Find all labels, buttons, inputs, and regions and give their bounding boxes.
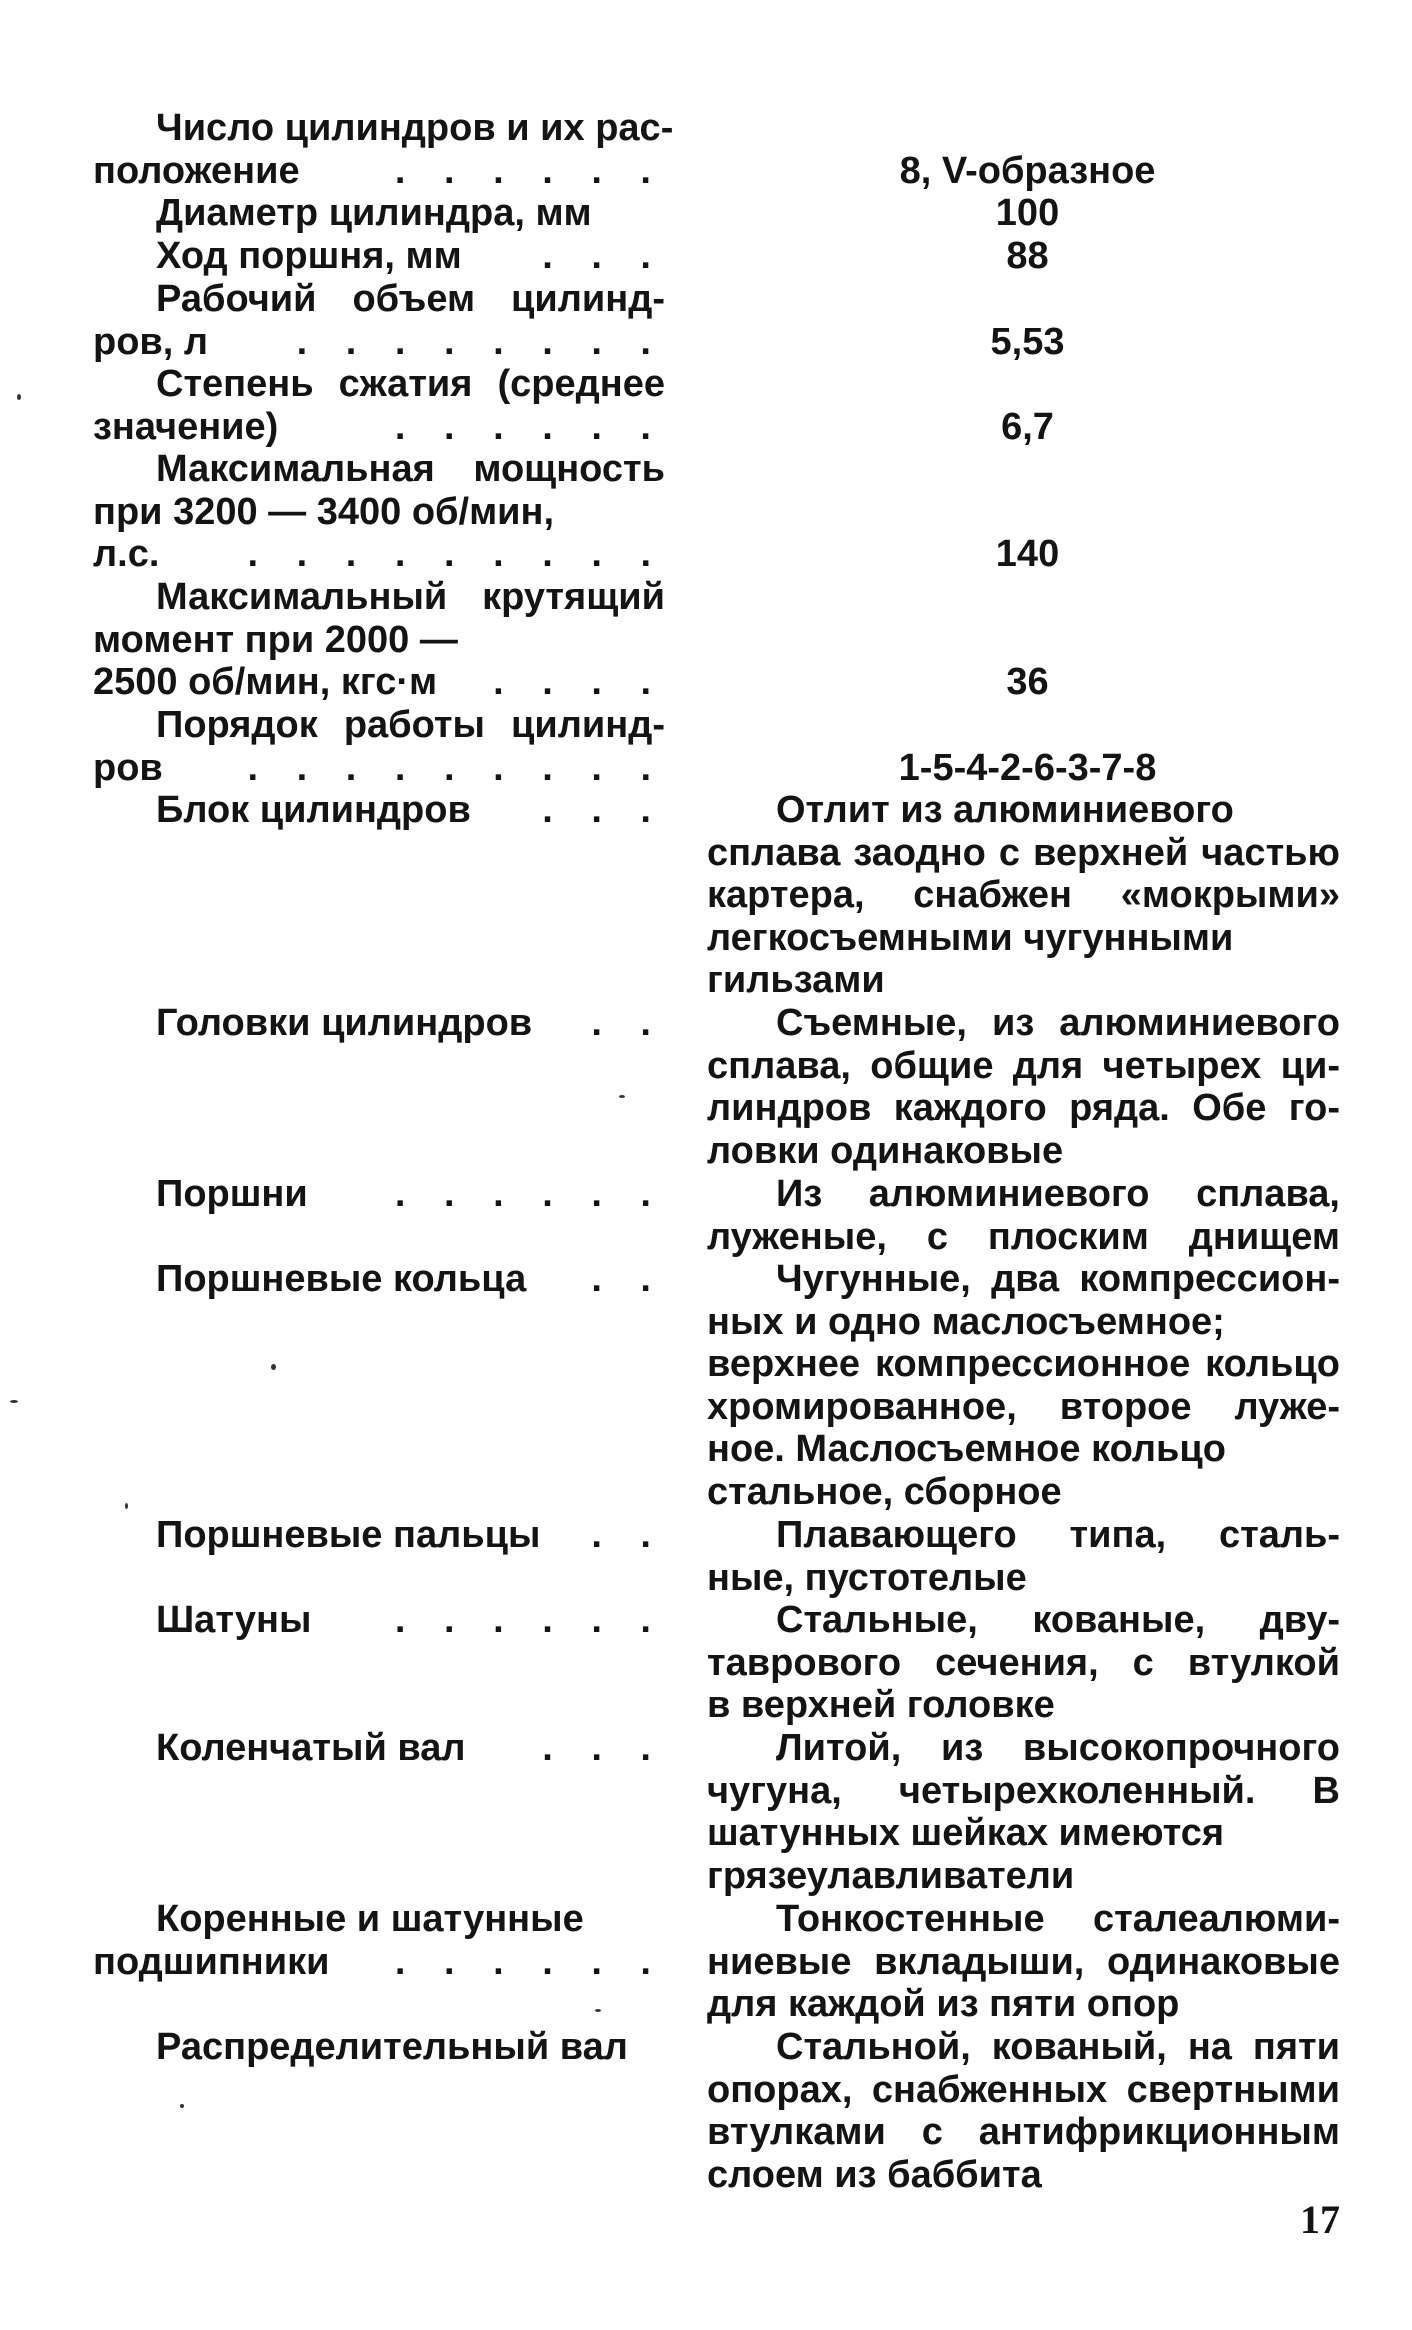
leader-dots: . . . . . .: [394, 1173, 665, 1215]
spec-label-line: подшипники: [93, 1940, 330, 1983]
spec-label: [93, 192, 665, 235]
spec-value-line: картера, снабжен «мокрыми»: [707, 874, 1340, 917]
spec-label-line: Шатуны: [156, 1599, 312, 1641]
spec-value-line: ное. Маслосъемное кольцо: [707, 1428, 1226, 1471]
spec-label-line: ров, л: [93, 320, 209, 363]
spec-value: 140: [995, 533, 1060, 575]
spec-label-line: ров: [93, 746, 163, 789]
spec-label-line: положение: [93, 149, 300, 192]
scan-speck: [595, 2009, 601, 2012]
spec-value-line: в верхней головке: [707, 1684, 1055, 1727]
spec-label: [93, 1599, 665, 1642]
spec-label-line: Максимальный крутящий: [156, 576, 665, 618]
spec-label: [93, 704, 665, 789]
spec-label-line: Головки цилиндров: [156, 1002, 533, 1044]
scan-speck: [125, 1503, 128, 1509]
spec-value: 100: [995, 192, 1060, 234]
spec-value-line: Стальные, кованые, дву-: [776, 1599, 1340, 1641]
spec-label: [93, 1173, 665, 1216]
spec-label: [93, 576, 665, 704]
scan-speck: [271, 1364, 276, 1370]
spec-label-line: Диаметр цилиндра, мм: [156, 192, 592, 234]
spec-value-line: Отлит из алюминиевого: [776, 789, 1234, 831]
spec-value: [707, 2026, 1340, 2196]
spec-value-line: ные, пустотелые: [707, 1556, 1027, 1599]
spec-value-line: линдров каждого ряда. Обе го-: [707, 1087, 1340, 1130]
spec-value-line: втулками с антифрикционным: [707, 2111, 1340, 2154]
spec-value: 88: [1006, 235, 1049, 277]
leader-dots: . . .: [542, 235, 665, 277]
spec-value-line: слоем из баббита: [707, 2153, 1042, 2196]
spec-value: [707, 1258, 1340, 1514]
spec-value-line: верхнее компрессионное кольцо: [707, 1343, 1340, 1386]
leader-dots: . . . . . . . .: [296, 320, 665, 363]
spec-label: [93, 235, 665, 278]
spec-label-line: Поршневые пальцы: [156, 1514, 541, 1556]
spec-value: 36: [1006, 661, 1049, 703]
spec-value-line: грязеулавливатели: [707, 1854, 1075, 1897]
leader-dots: . . . . . . . . .: [247, 533, 665, 576]
spec-label-line: Рабочий объем цилинд-: [156, 278, 665, 320]
spec-label-line: Распределительный вал: [156, 2026, 628, 2068]
spec-label: [93, 1002, 665, 1045]
spec-value: [707, 1002, 1340, 1172]
leader-dots: . . . . . .: [394, 1940, 665, 1983]
spec-value-line: чугуна, четырехколенный. В: [707, 1769, 1340, 1812]
spec-label-line: Максимальная мощность: [156, 448, 665, 490]
spec-value-line: гильзами: [707, 959, 885, 1002]
spec-value-line: шатунных шейках имеются: [707, 1812, 1225, 1855]
scan-speck: [619, 1095, 625, 1098]
leader-dots: . . . . . . . . .: [247, 746, 665, 789]
spec-value-line: для каждой из пяти опор: [707, 1983, 1180, 2026]
spec-label-line: Число цилиндров и их рас-: [156, 107, 674, 149]
spec-value: [707, 1727, 1340, 1897]
spec-label-line: Поршневые кольца: [156, 1258, 527, 1300]
leader-dots: . .: [591, 1002, 665, 1044]
spec-value-line: стальное, сборное: [707, 1470, 1062, 1513]
spec-label: [93, 789, 665, 832]
spec-label-line: значение): [93, 405, 279, 448]
leader-dots: . . . . . .: [394, 1599, 665, 1641]
spec-value: [707, 1514, 1340, 1599]
spec-label: [93, 1727, 665, 1770]
spec-label-line: момент при 2000 —: [93, 618, 458, 661]
spec-value-line: легкосъемными чугунными: [707, 916, 1234, 959]
spec-value-line: сплава заодно с верхней частью: [707, 831, 1340, 874]
leader-dots: . .: [591, 1514, 665, 1556]
spec-value-line: опорах, снабженных свертными: [707, 2068, 1340, 2111]
spec-value-line: ных и одно маслосъемное;: [707, 1300, 1225, 1343]
spec-value: 1-5-4-2-6-3-7-8: [898, 746, 1157, 789]
spec-value-line: ловки одинаковые: [707, 1129, 1064, 1172]
spec-label: [93, 278, 665, 363]
spec-label-line: при 3200 — 3400 об/мин,: [93, 490, 555, 533]
spec-value-line: хромированное, второе луже-: [707, 1385, 1340, 1428]
leader-dots: . . .: [542, 1727, 665, 1769]
spec-value: [707, 1173, 1340, 1258]
spec-value: [707, 789, 1340, 1002]
spec-value-line: Стальной, кованый, на пяти: [776, 2026, 1340, 2068]
spec-value: 6,7: [1001, 405, 1054, 448]
spec-value: 8, V-образное: [899, 149, 1156, 192]
spec-label-line: Блок цилиндров: [156, 789, 471, 831]
spec-value-line: сплава, общие для четырех ци-: [707, 1044, 1340, 1087]
spec-label: [93, 363, 665, 448]
spec-value: [707, 1898, 1340, 2026]
spec-label: [93, 1258, 665, 1301]
spec-label: [93, 2026, 665, 2069]
spec-value-line: ниевые вкладыши, одинаковые: [707, 1940, 1340, 1983]
spec-label-line: 2500 об/мин, кгс·м: [93, 661, 438, 704]
spec-label-line: л.с.: [93, 533, 160, 576]
spec-label: [93, 448, 665, 576]
spec-label-line: Ход поршня, мм: [156, 235, 462, 277]
leader-dots: . . . . . .: [394, 405, 665, 448]
scan-speck: [180, 2104, 184, 2108]
leader-dots: . . . . . .: [394, 149, 665, 192]
spec-label: [93, 1898, 665, 1983]
leader-dots: . .: [591, 1258, 665, 1300]
spec-value-line: луженые, с плоским днищем: [707, 1215, 1340, 1258]
spec-label: [93, 107, 674, 192]
spec-value-line: таврового сечения, с втулкой: [707, 1641, 1340, 1684]
spec-value-line: Съемные, из алюминиевого: [776, 1002, 1340, 1044]
spec-label-line: Порядок работы цилинд-: [156, 704, 665, 746]
spec-label-line: Степень сжатия (среднее: [156, 363, 665, 405]
spec-value: [707, 1599, 1340, 1727]
leader-dots: . . . .: [493, 661, 665, 704]
spec-value-line: Плавающего типа, сталь-: [776, 1514, 1340, 1556]
spec-label: [93, 1514, 665, 1557]
page-number: 17: [1300, 2197, 1340, 2242]
spec-value-line: Из алюминиевого сплава,: [776, 1173, 1340, 1215]
spec-value-line: Тонкостенные сталеалюми-: [776, 1898, 1340, 1940]
scan-speck: [17, 394, 21, 400]
spec-value-line: Литой, из высокопрочного: [776, 1727, 1340, 1769]
spec-label-line: Коренные и шатунные: [156, 1898, 584, 1940]
scan-speck: [10, 1400, 18, 1403]
spec-label-line: Коленчатый вал: [156, 1727, 466, 1769]
spec-value: 5,53: [990, 320, 1065, 363]
spec-label-line: Поршни: [156, 1173, 308, 1215]
leader-dots: . . .: [542, 789, 665, 831]
spec-value-line: Чугунные, два компрессион-: [776, 1258, 1340, 1300]
